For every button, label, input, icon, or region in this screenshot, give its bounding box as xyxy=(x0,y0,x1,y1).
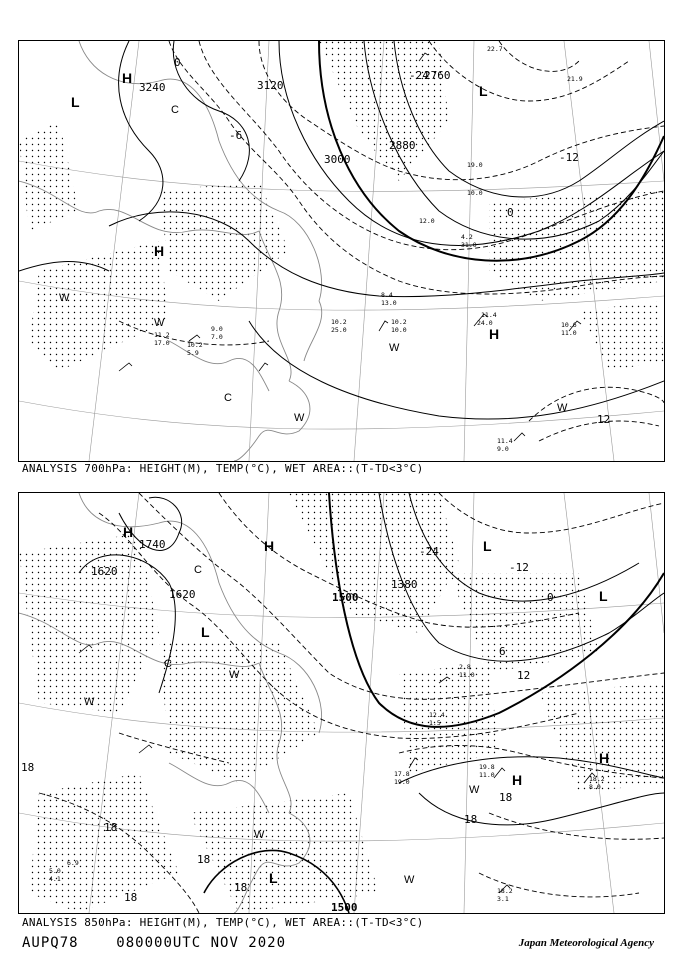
station-value: 8.0 xyxy=(589,783,601,791)
station-value: 1.5 xyxy=(429,719,441,727)
cold-mark: C xyxy=(164,658,172,670)
low-pressure-center: L xyxy=(599,588,608,604)
high-pressure-center: H xyxy=(122,70,133,86)
station-value: 19.8 xyxy=(479,763,495,771)
temperature-label: -24 xyxy=(419,545,439,558)
station-value: 21.9 xyxy=(567,75,583,83)
height-label: 1740 xyxy=(139,538,166,551)
high-pressure-center: H xyxy=(599,750,610,766)
warm-mark: W xyxy=(389,342,400,354)
map-panel-700hpa xyxy=(18,40,665,462)
warm-mark: W xyxy=(557,402,568,414)
temperature-label: -24 xyxy=(409,69,429,82)
temperature-label: 18 xyxy=(104,821,118,834)
station-value: 10.2 xyxy=(391,318,407,326)
temperature-label: -12 xyxy=(509,561,529,574)
station-value: 7.0 xyxy=(211,333,223,341)
temperature-label: 6 xyxy=(499,645,506,658)
temperature-label: 18 xyxy=(197,853,211,866)
station-value: 18.2 xyxy=(497,887,513,895)
height-label: 1620 xyxy=(91,565,118,578)
station-value: 13.0 xyxy=(381,299,397,307)
station-value: 11.4 xyxy=(497,437,513,445)
height-label: 1500 xyxy=(332,591,359,604)
height-label: 1380 xyxy=(391,578,418,591)
station-value: 10.0 xyxy=(391,326,407,334)
weather-map-700hpa xyxy=(19,41,664,461)
station-value: 11.0 xyxy=(479,771,495,779)
warm-mark: W xyxy=(59,292,70,304)
station-value: 5.0 xyxy=(49,867,61,875)
cold-mark: C xyxy=(224,392,232,404)
station-value: 11.0 xyxy=(561,329,577,337)
temperature-label: 12 xyxy=(517,669,531,682)
warm-mark: W xyxy=(229,669,240,681)
low-pressure-center: L xyxy=(483,538,492,554)
station-value: 12.0 xyxy=(419,217,435,225)
cold-mark: C xyxy=(171,104,179,116)
height-label: 1620 xyxy=(169,588,196,601)
height-label: 3240 xyxy=(139,81,166,94)
station-value: 11.0 xyxy=(459,671,475,679)
height-label: 3120 xyxy=(257,79,284,92)
temperature-label: 18 xyxy=(21,761,35,774)
station-value: 11.4 xyxy=(481,311,497,319)
height-label: 2880 xyxy=(389,139,416,152)
station-value: 17.8 xyxy=(394,770,410,778)
station-value: 11.2 xyxy=(154,331,170,339)
temperature-label: 0 xyxy=(547,591,554,604)
station-value: 4.1 xyxy=(49,875,61,883)
station-value: 9.0 xyxy=(497,445,509,453)
high-pressure-center: H xyxy=(512,772,523,788)
high-pressure-center: H xyxy=(123,524,134,540)
chart-code: AUPQ78 xyxy=(22,935,79,951)
height-label: 3000 xyxy=(324,153,351,166)
agency-name: Japan Meteorological Agency xyxy=(518,937,654,949)
weather-map-850hpa xyxy=(19,493,664,913)
station-value: 10.6 xyxy=(561,321,577,329)
station-value: 31.0 xyxy=(461,241,477,249)
station-value: 10.2 xyxy=(187,341,203,349)
station-value: 2.8 xyxy=(459,663,471,671)
low-pressure-center: L xyxy=(201,624,210,640)
cold-mark: C xyxy=(194,564,202,576)
warm-mark: W xyxy=(154,317,165,329)
station-value: 5.9 xyxy=(187,349,199,357)
station-value: 24.0 xyxy=(477,319,493,327)
warm-mark: W xyxy=(469,784,480,796)
caption-850hpa: ANALYSIS 850hPa: HEIGHT(M), TEMP(°C), WET AREA::(T-TD<3°C) xyxy=(22,916,424,929)
chart-datetime: 080000UTC NOV 2020 xyxy=(116,935,287,951)
warm-mark: W xyxy=(294,412,305,424)
station-value: 10.0 xyxy=(467,189,483,197)
station-value: 4.2 xyxy=(461,233,473,241)
warm-mark: W xyxy=(84,696,95,708)
station-value: 6.9 xyxy=(67,859,79,867)
temperature-label: 0 xyxy=(174,56,181,69)
warm-mark: W xyxy=(404,874,415,886)
temperature-label: 18 xyxy=(234,881,248,894)
high-pressure-center: H xyxy=(264,538,275,554)
map-panel-850hpa xyxy=(18,492,665,914)
high-pressure-center: H xyxy=(154,243,165,259)
low-pressure-center: L xyxy=(479,83,488,99)
station-value: 8.4 xyxy=(381,291,393,299)
caption-700hpa: ANALYSIS 700hPa: HEIGHT(M), TEMP(°C), WET AREA::(T-TD<3°C) xyxy=(22,462,424,475)
temperature-label: -6 xyxy=(229,129,243,142)
low-pressure-center: L xyxy=(269,870,278,886)
station-value: 17.0 xyxy=(154,339,170,347)
low-pressure-center: L xyxy=(71,94,80,110)
station-value: 18.2 xyxy=(589,775,605,783)
station-value: 25.0 xyxy=(331,326,347,334)
high-pressure-center: H xyxy=(489,326,500,342)
station-value: 19.0 xyxy=(467,161,483,169)
temperature-label: 12 xyxy=(597,413,611,426)
height-label: 1500 xyxy=(331,901,358,913)
wet-area-stipple xyxy=(19,493,664,913)
station-value: 10.2 xyxy=(331,318,347,326)
warm-mark: W xyxy=(254,829,265,841)
station-value: 19.0 xyxy=(394,778,410,786)
temperature-label: 18 xyxy=(124,891,138,904)
temperature-label: 0 xyxy=(507,206,514,219)
temperature-label: 18 xyxy=(499,791,513,804)
height-label: 2760 xyxy=(424,69,451,82)
station-value: 12.4 xyxy=(429,711,445,719)
station-value: 22.7 xyxy=(487,45,503,53)
temperature-label: -12 xyxy=(559,151,579,164)
chart-identifier xyxy=(22,935,286,951)
station-value: 9.0 xyxy=(211,325,223,333)
temperature-label: 18 xyxy=(464,813,478,826)
station-value: 3.1 xyxy=(497,895,509,903)
